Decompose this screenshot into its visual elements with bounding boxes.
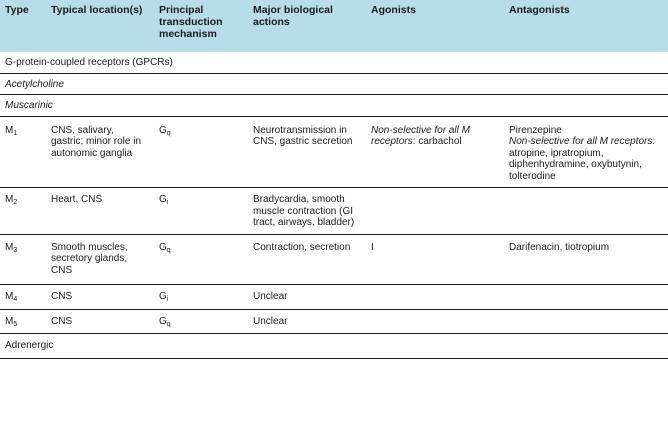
header-agonists: Agonists	[371, 4, 416, 16]
mech-base: G	[159, 194, 167, 205]
cell-actions: Unclear	[248, 285, 366, 310]
cell-type	[0, 234, 46, 285]
cell-location: CNS	[46, 285, 154, 310]
cell-type	[0, 285, 46, 310]
section-row-gpcr	[0, 52, 668, 73]
header-antagonists: Antagonists	[509, 4, 570, 16]
header-row	[0, 0, 668, 52]
table-row	[0, 234, 668, 285]
mech-sub: q	[166, 129, 171, 137]
agonists-rest: : carbachol	[412, 136, 462, 147]
cell-actions: Contraction, secretion	[248, 234, 366, 285]
cell-agonists	[366, 285, 504, 310]
type-sub: 1	[13, 129, 18, 137]
header-type: Type	[5, 4, 29, 16]
mech-base: G	[159, 241, 167, 253]
cell-actions: Neurotransmission in CNS, gastric secretion	[248, 116, 366, 188]
type-base: M	[5, 194, 14, 205]
type-base: M	[5, 241, 14, 253]
cell-type	[0, 309, 46, 334]
cell-antagonists	[504, 188, 668, 235]
cell-agonists	[366, 309, 504, 334]
mech-sub: i	[166, 199, 169, 206]
table-row	[0, 116, 668, 188]
mech-sub: q	[166, 320, 171, 328]
section-row-adrenergic	[0, 334, 668, 359]
header-actions: Major biological actions	[253, 4, 333, 28]
cell-antagonists	[504, 116, 668, 188]
header-location: Typical location(s)	[51, 4, 143, 16]
header-mechanism: Principal transduction mechanism	[159, 4, 223, 40]
cell-location: CNS, salivary, gastric; minor role in autonomic ganglia	[46, 116, 154, 188]
cell-type	[0, 116, 46, 188]
section-label: Adrenergic	[0, 334, 668, 359]
section-row-muscarinic	[0, 95, 668, 117]
mech-base: G	[159, 124, 167, 136]
type-sub: 4	[13, 296, 18, 303]
cell-location: CNS	[46, 309, 154, 334]
cell-agonists	[366, 188, 504, 235]
mech-sub: i	[166, 296, 169, 303]
section-label: G-protein-coupled receptors (GPCRs)	[0, 52, 668, 73]
antagonists-line1: Pirenzepine	[509, 124, 562, 136]
cell-actions: Bradycardia, smooth muscle contraction (GI tract, airways, bladder)	[248, 188, 366, 235]
cell-agonists	[366, 116, 504, 188]
cell-agonists: I	[366, 234, 504, 285]
type-sub: 3	[13, 246, 18, 254]
table-header	[0, 0, 668, 52]
cell-antagonists	[504, 285, 668, 310]
cell-location: Smooth muscles, secretory glands, CNS	[46, 234, 154, 285]
cell-mechanism	[154, 116, 248, 188]
section-label: Acetylcholine	[0, 73, 668, 95]
cell-mechanism	[154, 188, 248, 235]
antagonists-rest: : atropine, ipratropium, diphenhydramine, oxybutynin, tolterodine	[509, 136, 656, 182]
cell-type	[0, 188, 46, 235]
cell-actions: Unclear	[248, 309, 366, 334]
type-base: M	[5, 291, 14, 302]
section-row-acetylcholine	[0, 73, 668, 95]
section-label: Muscarinic	[0, 95, 668, 117]
mech-base: G	[159, 291, 167, 302]
table-body	[0, 52, 668, 358]
table-row	[0, 188, 668, 235]
type-base: M	[5, 315, 14, 327]
cell-mechanism	[154, 309, 248, 334]
cell-location: Heart, CNS	[46, 188, 154, 235]
type-sub: 5	[13, 320, 18, 328]
antagonists-italic: Non-selective for all M receptors	[509, 136, 653, 147]
cell-antagonists: Darifenacin, tiotropium	[504, 234, 668, 285]
type-base: M	[5, 124, 14, 136]
mech-base: G	[159, 315, 167, 327]
cell-mechanism	[154, 285, 248, 310]
mech-sub: q	[166, 246, 171, 254]
cell-antagonists	[504, 309, 668, 334]
table-row	[0, 285, 668, 310]
table-row	[0, 309, 668, 334]
cell-mechanism	[154, 234, 248, 285]
agonists-italic: Non-selective for all M receptors	[371, 124, 470, 147]
type-sub: 2	[13, 199, 18, 206]
